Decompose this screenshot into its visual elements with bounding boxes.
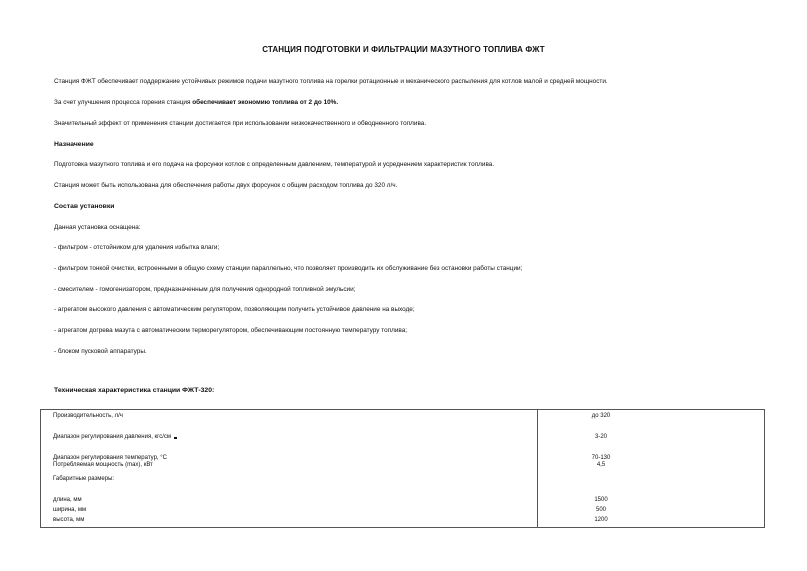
- purpose-heading: Назначение: [54, 141, 94, 148]
- spec-label-temperature: Диапазон регулирования температур, °С: [53, 455, 167, 461]
- composition-item-5: - агрегатом догрева мазута с автоматическим терморегулятором, обеспечивающим постоянную температуру топлива;: [54, 327, 408, 334]
- composition-item-2: - фильтром тонкой очистки, встроенными в общую схему станции параллельно, что позволяет производить их обслуживание без остановки работы станции;: [54, 265, 523, 272]
- spec-value-width: 500: [595, 507, 606, 513]
- superscript-mark: [174, 437, 177, 439]
- composition-item-6: - блоком пусковой аппаратуры.: [54, 348, 147, 355]
- spec-label-pressure: [53, 434, 525, 441]
- spec-label-productivity: Производительность, л/ч: [53, 413, 123, 419]
- spec-label-length: длина, мм: [53, 497, 82, 503]
- purpose-paragraph-1: Подготовка мазутного топлива и его подача на форсунки котлов с определенным давлением, температурой и усреднением характеристик топлива.: [54, 161, 495, 168]
- spec-label-height: высота, мм: [53, 517, 85, 523]
- purpose-paragraph-2: Станция может быть использована для обеспечения работы двух форсунок с общим расходом топлива до 320 л/ч.: [54, 182, 398, 189]
- spec-value-productivity: до 320: [591, 413, 611, 419]
- intro-paragraph-3: Значительный эффект от применения станции достигается при использовании низкокачественного и обводненного топлива.: [54, 120, 427, 127]
- composition-item-1: - фильтром - отстойником для удаления избытка влаги;: [54, 244, 220, 251]
- page-title: СТАНЦИЯ ПОДГОТОВКИ И ФИЛЬТРАЦИИ МАЗУТНОГО ТОПЛИВА ФЖТ: [262, 45, 545, 54]
- spec-value-power: 4,5: [596, 462, 606, 468]
- composition-intro: Данная установка оснащена:: [54, 224, 141, 231]
- intro-paragraph-1: Станция ФЖТ обеспечивает поддержание устойчивых режимов подачи мазутного топлива на горелки ротационные и механического распыления для котлов малой и средней мощности.: [54, 78, 608, 85]
- composition-item-3: - смесителем - гомогенизатором, предназначенным для получения однородной топливной эмульсии;: [54, 286, 356, 293]
- economy-highlight: обеспечивает экономию топлива от 2 до 10%.: [192, 99, 339, 106]
- intro-paragraph-2-text: За счет улучшения процесса горения станция: [54, 99, 193, 106]
- spec-label-width: ширина, мм: [53, 507, 87, 513]
- composition-heading: Состав установки: [54, 203, 115, 210]
- spec-label-pressure-text: Диапазон регулирования давления, кгс/см: [53, 434, 172, 440]
- specs-labels-cell: [41, 410, 538, 528]
- specs-values-cell: [538, 410, 765, 528]
- composition-item-4: - агрегатом высокого давления с автоматическим регулятором, позволяющим получить устойчивое давление на выходе;: [54, 306, 415, 313]
- intro-paragraph-2: [54, 99, 338, 107]
- specs-table: [40, 409, 765, 528]
- spec-value-length: 1500: [594, 497, 608, 503]
- spec-label-power: Потребляемая мощность (max), кВт: [53, 462, 153, 468]
- spec-label-dimensions: Габаритные размеры:: [53, 476, 115, 482]
- spec-value-temperature: 70-130: [591, 455, 611, 461]
- specs-heading: Техническая характеристика станции ФЖТ-320:: [54, 387, 215, 394]
- spec-value-height: 1200: [594, 517, 608, 523]
- spec-value-pressure: 3-20: [594, 434, 607, 440]
